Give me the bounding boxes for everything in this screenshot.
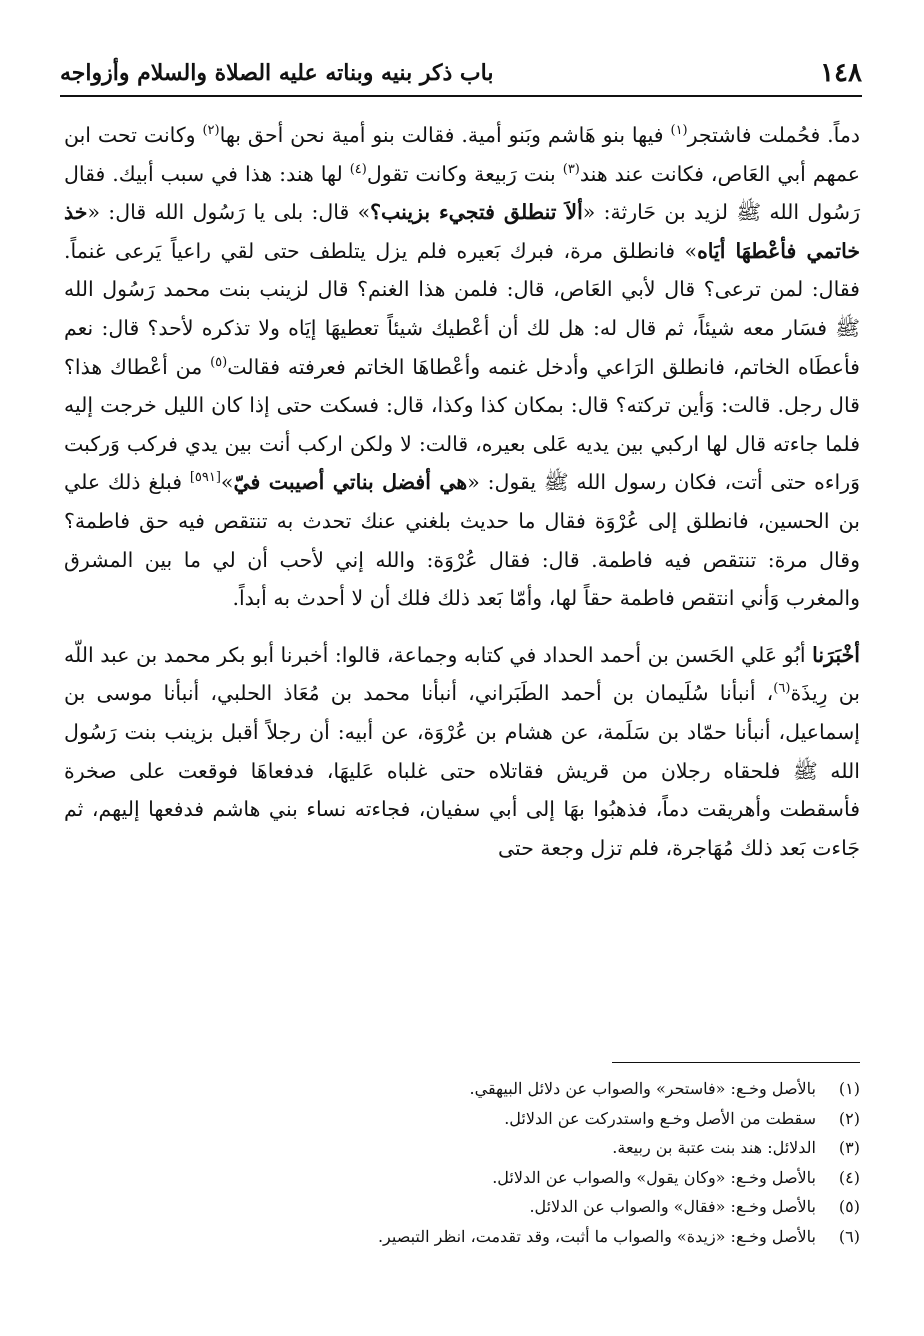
hadith-quote: ألاَ تنطلق فتجيء بزينب؟ (370, 200, 583, 225)
footnote-number: (٤) (838, 1167, 860, 1187)
text-span: دماً. فحُملت فاشتجر (687, 123, 860, 147)
text-span: » (220, 470, 234, 495)
footnote-ref: (٤) (349, 161, 367, 177)
footnote-number: (١) (838, 1079, 860, 1098)
footnote-text: بالأصل وخـع: «فاستحر» والصواب عن دلائل البيهقي. (469, 1079, 816, 1098)
header-divider (60, 95, 862, 97)
text-span: من أعْطاك هذا؟ قال رجل. قالت: وَأين تركته؟ قال: بمكان كذا وكذا، قال: فسكت حتى إذا كان الليل خرجت إليه فلما جاءته قال لها اركبي بين يديه عَلى بعيره، قالت: لا ولكن اركب أنت بين يدي فركب وَركبت وَراءه حتى أتت، فكان رسول الله ﷺ يقول: « (64, 354, 860, 495)
footnotes (64, 1074, 860, 1251)
footnote-number: (٢) (838, 1108, 860, 1128)
footnote-item (64, 1163, 860, 1193)
hadith-quote: هي أفضل بناتي أصيبت فيّ (233, 470, 468, 495)
footnote-text: بالأصل وخـع: «زيدة» والصواب ما أثبت، وقد تقدمت، انظر التبصير. (377, 1226, 816, 1246)
footnote-number: (٦) (838, 1226, 860, 1246)
text-span: بنت رَبيعة وكانت تقول (366, 161, 563, 186)
footnote-ref: (٥) (210, 354, 228, 370)
footnote-text: بالأصل وخـع: «وكان يقول» والصواب عن الدلائل. (492, 1167, 816, 1187)
text-span: وكانت تحت ابن عمهم أبي العَاص، فكانت عند هند (64, 123, 860, 186)
text-span: ، أنبأنا سُلَيمان بن أحمد الطَبَراني، أنبأنا محمد بن مُعَاذ الحلبي، أنبأنا موسى بن إسماعيل، أنبأنا حمّاد بن سَلَمة، عن هشام بن عُرْوَة، عن أبيه: أن رجلاً أقبل بزينب بنت رَسُول الله ﷺ فلحقاه رجلان من قريش فقاتلاه حتى غلباه عَليهَا، فدفعاهَا فوقعت على صخرة فأسقطت وأهريقت دماً، فذهبُوا بهَا إلى أبي سفيان، فجاءته نساء بني هاشم فدفعها إليهم، ثم جَاءت بَعد ذلك مُهَاجرة، فلم تزل وجعة حتى (64, 681, 860, 860)
footnote-item (64, 1104, 860, 1134)
text-span: » قال: بلى يا رَسُول الله قال: « (87, 200, 371, 225)
text-span: لها هند: هذا في سبب أبيك. فقال رَسُول الله ﷺ لزيد بن حَارثة: « (64, 161, 860, 225)
footnote-divider (612, 1062, 860, 1063)
page-number: ١٤٨ (820, 58, 862, 88)
hadith-quote: خذ خاتمي فأعْطهَا أيَاه (64, 200, 861, 263)
text-span: » فانطلق مرة، فبرك بَعيره فلم يزل يتلطف حتى لقي راعياً يَرعى غنماً. فقال: لمن ترعى؟ قال لأبي العَاص، قال: فلمن هذا الغنم؟ قال لزينب بنت محمد رَسُول الله ﷺ فسَار معه شيئاً، ثم قال له: هل لك أن أعْطيك شيئاً تعطيهَا إيَاه ولا تذكره لأحد؟ قال: نعم فأعطَاه الخاتم، فانطلق الرَاعي وأدخل غنمه وأعْطاهَا الخاتم فعرفته فقالت (64, 238, 860, 379)
footnote-text: سقطت من الأصل وخـع واستدركت عن الدلائل. (504, 1108, 816, 1128)
isnad-lead: أخْبَرَنا (812, 642, 860, 667)
footnote-item (64, 1074, 860, 1104)
footnote-ref: (١) (670, 123, 688, 139)
footnote-item (64, 1133, 860, 1163)
footnote-number: (٣) (838, 1138, 860, 1157)
footnote-item (64, 1192, 860, 1222)
hadith-number: [٥٩١] (189, 470, 221, 486)
text-span: فبلغ ذلك علي بن الحسين، فانطلق إلى عُرْوَة فقال ما حديث بلغني عنك تحدث به تنتقص فيه حق فاطمة؟ وقال مرة: تنتقص فيه فاطمة. قال: فقال عُرْوَة: والله إني لأحب أن لي ما بين المشرق والمغرب وَأني انتقص فاطمة حقاً لها، وأمّا بَعد ذلك فلك أن لا أحدث به أبداً. (64, 470, 860, 611)
footnote-item (64, 1222, 860, 1252)
footnote-ref: (٣) (562, 161, 580, 177)
footnote-ref: (٦) (773, 681, 791, 697)
footnote-text: الدلائل: هند بنت عتبة بن ربيعة. (612, 1138, 816, 1157)
text-span: أبُو عَلي الحَسن بن أحمد الحداد في كتابه وجماعة، قالوا: أخبرنا أبو بكر محمد بن عبد اللّه بن رِيذَة (64, 642, 861, 706)
footnote-text: بالأصل وخـع: «فقال» والصواب عن الدلائل. (529, 1197, 816, 1216)
text-span: فيها بنو هَاشم وبَنو أمية. فقالت بنو أمية نحن أحق بها (219, 123, 671, 147)
paragraph-1 (64, 116, 860, 618)
running-title: باب ذكر بنيه وبناته عليه الصلاة والسلام وأزواجه (60, 60, 494, 86)
page-header (60, 54, 862, 94)
main-text (64, 116, 860, 867)
paragraph-2 (64, 636, 860, 868)
footnote-number: (٥) (838, 1197, 860, 1216)
footnote-ref: (٢) (202, 123, 220, 139)
